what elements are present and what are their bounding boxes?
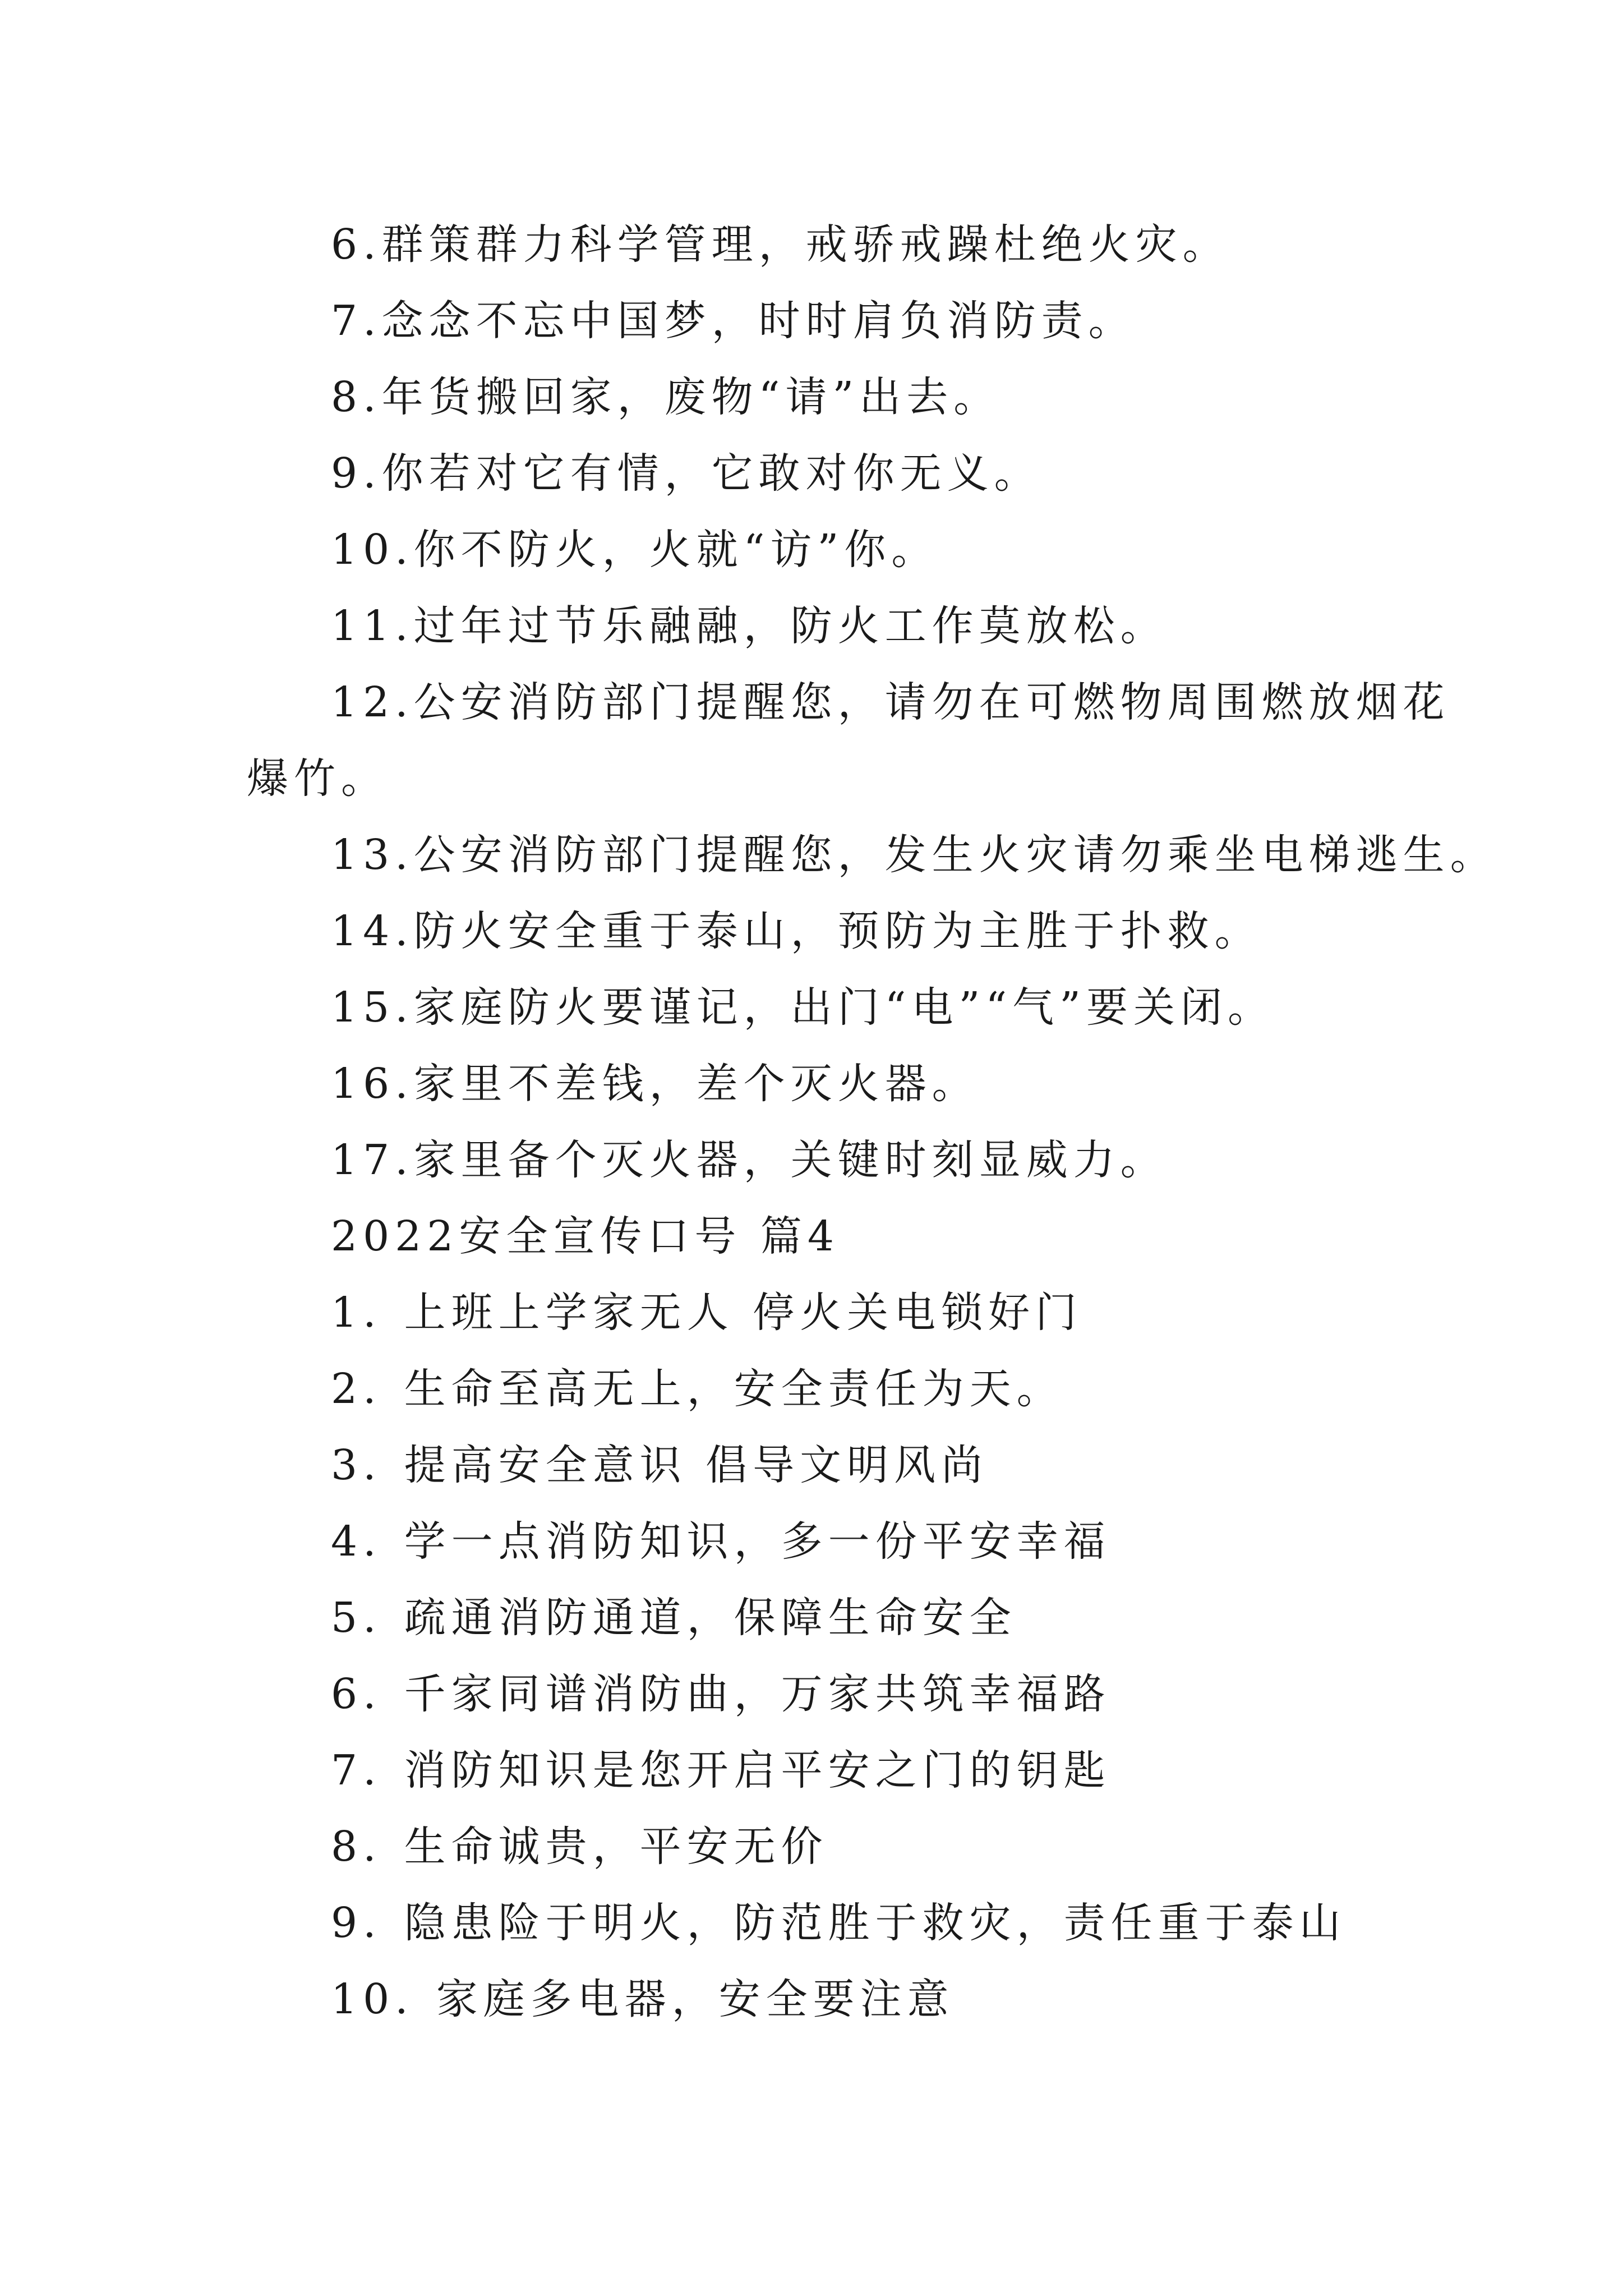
- item-text: 学一点消防知识，多一份平安幸福: [404, 1517, 1111, 1566]
- list-item: 9.你若对它有情，它敢对你无义。: [331, 449, 1041, 498]
- list-item: 17.家里备个灭火器，关键时刻显威力。: [331, 1136, 1168, 1184]
- item-number: 9.: [331, 1899, 382, 1947]
- list-item: 7.念念不忘中国梦，时时肩负消防责。: [331, 297, 1136, 345]
- list-item: [247, 1885, 1413, 1961]
- item-text: 上班上学家无人 停火关电锁好门: [404, 1289, 1083, 1337]
- item-text: 家庭多电器，安全要注意: [436, 1975, 955, 2023]
- item-text: 生命至高无上，安全责任为天。: [404, 1365, 1064, 1413]
- list-item: [247, 1503, 1413, 1580]
- list-item: [247, 1427, 1413, 1503]
- item-text: 千家同谱消防曲，万家共筑幸福路: [404, 1670, 1111, 1718]
- list-item: [247, 1732, 1413, 1809]
- item-number: 6.: [331, 1670, 382, 1718]
- list-item: [247, 1809, 1413, 1885]
- item-text: 提高安全意识 倡导文明风尚: [404, 1441, 989, 1489]
- item-number: 8.: [331, 1823, 382, 1871]
- item-number: 5.: [331, 1594, 382, 1642]
- section-heading: 2022安全宣传口号 篇4: [331, 1212, 840, 1260]
- document-body: [247, 206, 1497, 2037]
- list-item: [247, 1656, 1413, 1732]
- list-item-12-continuation: 爆竹。: [247, 754, 388, 803]
- item-text: 疏通消防通道，保障生命安全: [404, 1594, 1017, 1642]
- list-item: 11.过年过节乐融融，防火工作莫放松。: [331, 602, 1168, 650]
- list-item: 6.群策群力科学管理，戒骄戒躁杜绝火灾。: [331, 220, 1230, 269]
- list-item: 15.家庭防火要谨记，出门“电”“气”要关闭。: [331, 983, 1275, 1032]
- list-item: [247, 1274, 1413, 1351]
- item-number: 1.: [331, 1289, 382, 1337]
- list-item: 8.年货搬回家，废物“请”出去。: [331, 373, 1001, 421]
- item-text: 隐患险于明火，防范胜于救灾，责任重于泰山: [404, 1899, 1347, 1947]
- list-item: 14.防火安全重于泰山，预防为主胜于扑救。: [331, 907, 1262, 955]
- list-item-12-first-line: 12.公安消防部门提醒您，请勿在可燃物周围燃放烟花: [331, 678, 1450, 726]
- list-item: [247, 1351, 1413, 1427]
- item-text: 消防知识是您开启平安之门的钥匙: [404, 1746, 1111, 1795]
- item-number: 4.: [331, 1517, 382, 1566]
- list-item: 13.公安消防部门提醒您，发生火灾请勿乘坐电梯逃生。: [331, 831, 1497, 879]
- list-item: [247, 1580, 1413, 1656]
- list-item: 16.家里不差钱，差个灭火器。: [331, 1060, 979, 1108]
- item-number: 7.: [331, 1746, 382, 1795]
- item-number: 3.: [331, 1441, 382, 1489]
- item-number: 10.: [331, 1975, 414, 2023]
- item-text: 生命诚贵，平安无价: [404, 1823, 828, 1871]
- item-number: 2.: [331, 1365, 382, 1413]
- list-item: [247, 1961, 1413, 2037]
- list-item: 10.你不防火，火就“访”你。: [331, 526, 939, 574]
